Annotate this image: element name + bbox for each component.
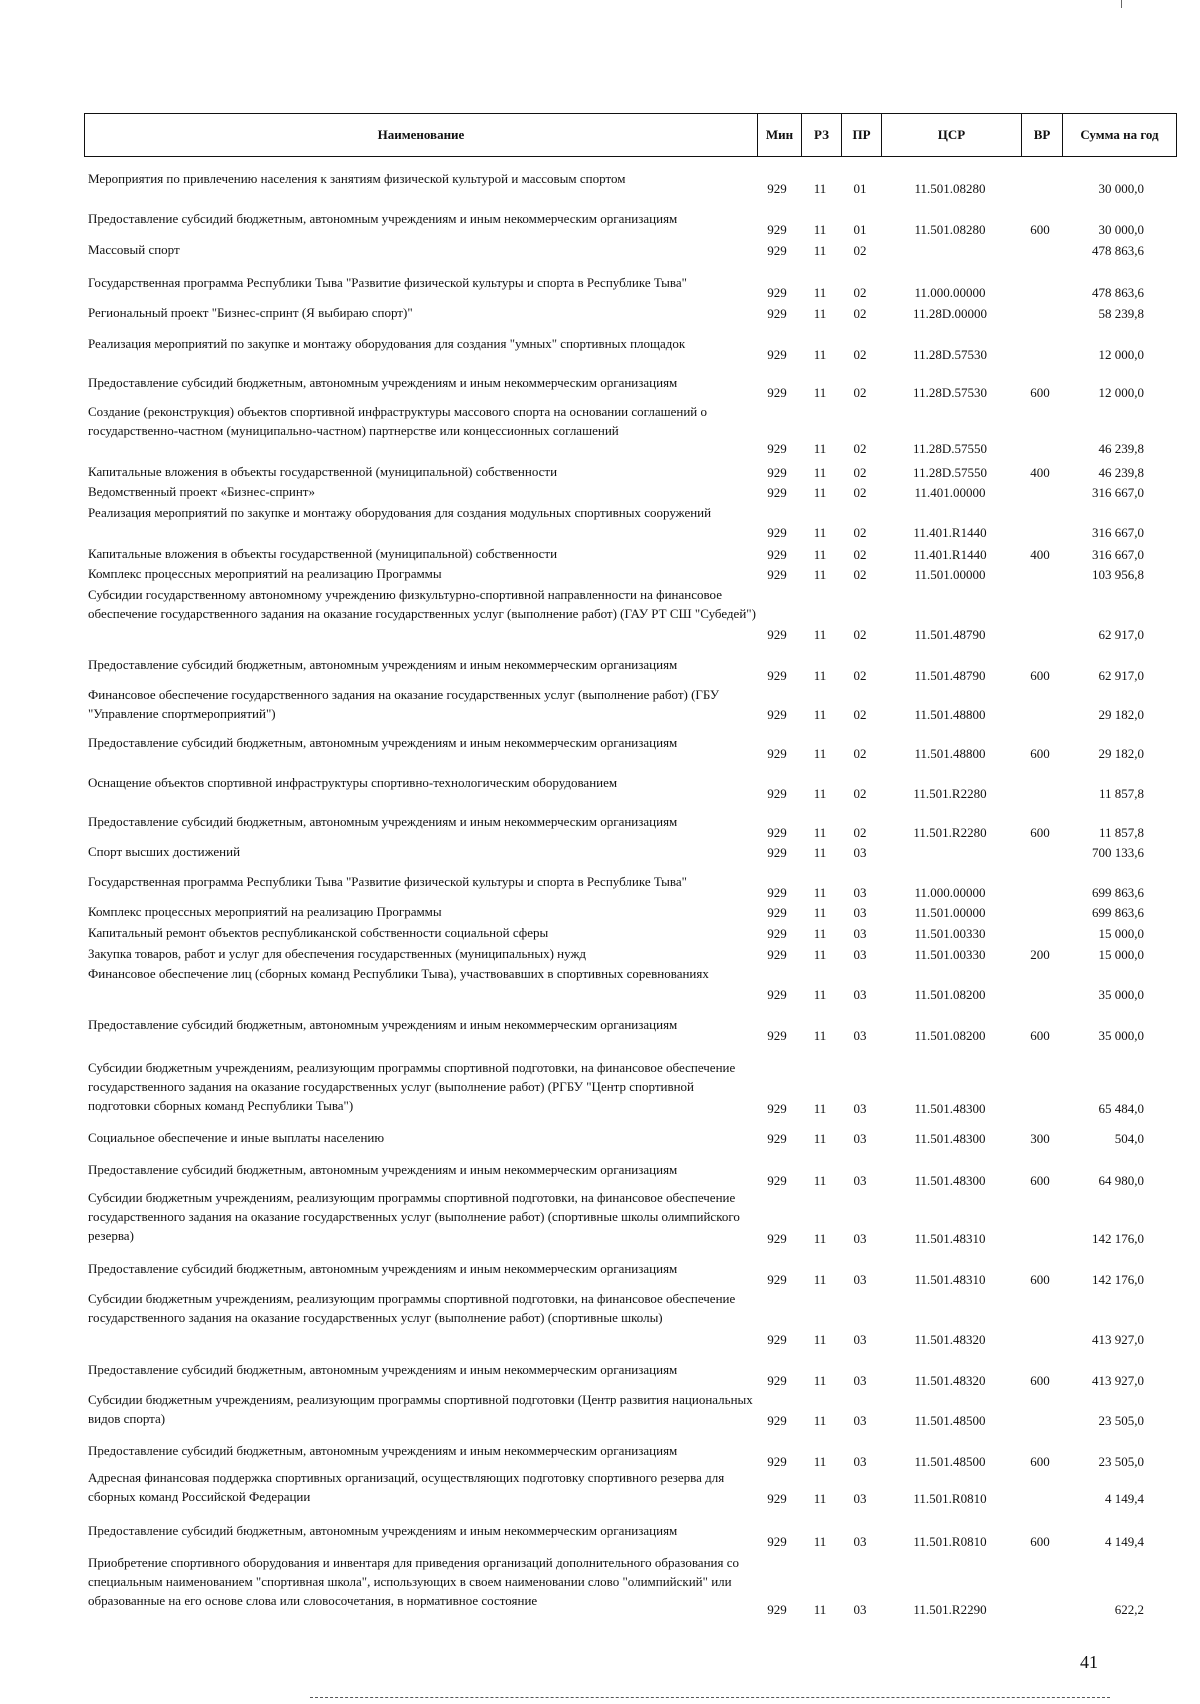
row-rz: 11 — [813, 547, 827, 562]
row-sum: 478 863,6 — [1092, 285, 1144, 300]
row-pr: 03 — [853, 1131, 867, 1146]
row-min: 929 — [767, 243, 787, 258]
row-min: 929 — [767, 485, 787, 500]
row-sum: 35 000,0 — [1098, 987, 1144, 1002]
row-sum: 622,2 — [1114, 1602, 1144, 1617]
column-header-sum: Сумма на год — [1063, 114, 1177, 157]
row-name: Мероприятия по привлечению населения к занятиям физической культурой и массовым спортом — [88, 171, 626, 186]
row-min: 929 — [767, 1173, 787, 1188]
row-name: Закупка товаров, работ и услуг для обеспечения государственных (муниципальных) нужд — [88, 946, 587, 961]
row-rz: 11 — [813, 1332, 827, 1347]
row-sum: 15 000,0 — [1098, 947, 1144, 962]
row-sum: 103 956,8 — [1092, 567, 1144, 582]
row-sum: 30 000,0 — [1098, 222, 1144, 237]
row-name: Капитальный ремонт объектов республиканской собственности социальной сферы — [88, 925, 549, 940]
row-sum: 504,0 — [1114, 1131, 1144, 1146]
row-pr: 02 — [853, 547, 867, 562]
row-csr: 11.000.00000 — [914, 885, 986, 900]
row-min: 929 — [767, 926, 787, 941]
column-header-rz: РЗ — [802, 114, 842, 157]
row-name: Предоставление субсидий бюджетным, автономным учреждениям и иным некоммерческим организациям — [88, 1362, 678, 1377]
row-min: 929 — [767, 285, 787, 300]
row-min: 929 — [767, 385, 787, 400]
row-name: Реализация мероприятий по закупке и монтажу оборудования для создания "умных" спортивных площадок — [88, 336, 686, 351]
row-vr: 600 — [1030, 222, 1050, 237]
row-min: 929 — [767, 1373, 787, 1388]
row-name: Предоставление субсидий бюджетным, автономным учреждениям и иным некоммерческим организациям — [88, 1162, 678, 1177]
row-rz: 11 — [813, 786, 827, 801]
row-rz: 11 — [813, 885, 827, 900]
row-rz: 11 — [813, 1028, 827, 1043]
row-vr: 600 — [1030, 746, 1050, 761]
row-csr: 11.28D.00000 — [913, 306, 987, 321]
row-csr: 11.401.R1440 — [913, 547, 987, 562]
row-name: Государственная программа Республики Тыва "Развитие физической культуры и спорта в Республике Тыва" — [88, 275, 687, 290]
row-sum: 4 149,4 — [1105, 1491, 1144, 1506]
row-sum: 30 000,0 — [1098, 181, 1144, 196]
footer-rule — [310, 1697, 1110, 1698]
row-rz: 11 — [813, 1101, 827, 1116]
column-header-min: Мин — [758, 114, 802, 157]
row-min: 929 — [767, 547, 787, 562]
row-rz: 11 — [813, 485, 827, 500]
row-min: 929 — [767, 306, 787, 321]
row-name: Предоставление субсидий бюджетным, автономным учреждениям и иным некоммерческим организациям — [88, 1017, 678, 1032]
row-rz: 11 — [813, 243, 827, 258]
row-rz: 11 — [813, 905, 827, 920]
row-pr: 03 — [853, 885, 867, 900]
row-csr: 11.501.R2280 — [913, 825, 987, 840]
row-rz: 11 — [813, 1602, 827, 1617]
row-rz: 11 — [813, 987, 827, 1002]
row-sum: 46 239,8 — [1098, 441, 1144, 456]
row-rz: 11 — [813, 1491, 827, 1506]
column-header-pr: ПР — [842, 114, 882, 157]
row-pr: 02 — [853, 385, 867, 400]
row-csr: 11.28D.57530 — [913, 385, 987, 400]
row-min: 929 — [767, 181, 787, 196]
row-rz: 11 — [813, 926, 827, 941]
row-name: Ведомственный проект «Бизнес-спринт» — [88, 484, 315, 499]
row-csr: 11.28D.57550 — [913, 441, 987, 456]
row-sum: 4 149,4 — [1105, 1534, 1144, 1549]
row-rz: 11 — [813, 1131, 827, 1146]
row-pr: 03 — [853, 947, 867, 962]
row-pr: 02 — [853, 243, 867, 258]
row-rz: 11 — [813, 385, 827, 400]
row-pr: 03 — [853, 1101, 867, 1116]
row-pr: 02 — [853, 485, 867, 500]
row-name: Приобретение спортивного оборудования и инвентаря для приведения организаций дополнительного образования со специальным наименованием "спортивная школа", использующих в своем наименовании слово "олимпийский" или образованные на его основе слова или словосочетания, в нормативное состояние — [88, 1555, 739, 1608]
row-pr: 03 — [853, 845, 867, 860]
row-name: Предоставление субсидий бюджетным, автономным учреждениям и иным некоммерческим организациям — [88, 211, 678, 226]
row-pr: 02 — [853, 825, 867, 840]
row-min: 929 — [767, 786, 787, 801]
row-min: 929 — [767, 885, 787, 900]
row-csr: 11.501.48800 — [914, 746, 986, 761]
row-name: Субсидии государственному автономному учреждению физкультурно-спортивной направленности на финансовое обеспечение государственного задания на оказание государственных услуг (выполнение работ) (ГАУ РТ СШ "Субедей") — [88, 587, 756, 621]
row-min: 929 — [767, 1272, 787, 1287]
row-sum: 699 863,6 — [1092, 905, 1144, 920]
row-sum: 700 133,6 — [1092, 845, 1144, 860]
row-name: Субсидии бюджетным учреждениям, реализующим программы спортивной подготовки, на финансовое обеспечение государственного задания на оказание государственных услуг (выполнение работ) (спортивные школы олимпийского резерва) — [88, 1190, 740, 1243]
row-min: 929 — [767, 707, 787, 722]
row-vr: 600 — [1030, 1173, 1050, 1188]
row-sum: 29 182,0 — [1098, 746, 1144, 761]
row-name: Финансовое обеспечение лиц (сборных команд Республики Тыва), участвовавших в спортивных соревнованиях — [88, 966, 709, 981]
row-sum: 142 176,0 — [1092, 1231, 1144, 1246]
row-csr: 11.501.48300 — [914, 1173, 986, 1188]
row-csr: 11.501.08200 — [914, 987, 986, 1002]
row-sum: 23 505,0 — [1098, 1413, 1144, 1428]
row-min: 929 — [767, 465, 787, 480]
row-csr: 11.501.48310 — [914, 1231, 986, 1246]
row-min: 929 — [767, 905, 787, 920]
row-vr: 600 — [1030, 668, 1050, 683]
row-csr: 11.401.00000 — [914, 485, 986, 500]
row-name: Региональный проект "Бизнес-спринт (Я выбираю спорт)" — [88, 305, 413, 320]
row-min: 929 — [767, 947, 787, 962]
row-sum: 23 505,0 — [1098, 1454, 1144, 1469]
row-csr: 11.501.08280 — [914, 222, 986, 237]
row-sum: 11 857,8 — [1098, 786, 1144, 801]
row-min: 929 — [767, 1101, 787, 1116]
row-name: Финансовое обеспечение государственного задания на оказание государственных услуг (выполнение работ) (ГБУ "Управление спортмероприятий") — [88, 687, 720, 721]
page-number: 41 — [1080, 1652, 1098, 1672]
row-pr: 03 — [853, 1602, 867, 1617]
row-vr: 200 — [1030, 947, 1050, 962]
row-vr: 600 — [1030, 1534, 1050, 1549]
row-min: 929 — [767, 746, 787, 761]
row-vr: 300 — [1030, 1131, 1050, 1146]
row-pr: 01 — [853, 222, 867, 237]
row-pr: 03 — [853, 1272, 867, 1287]
row-sum: 12 000,0 — [1098, 385, 1144, 400]
row-min: 929 — [767, 987, 787, 1002]
row-sum: 142 176,0 — [1092, 1272, 1144, 1287]
row-pr: 02 — [853, 441, 867, 456]
row-csr: 11.501.48790 — [914, 627, 986, 642]
row-rz: 11 — [813, 567, 827, 582]
row-sum: 62 917,0 — [1098, 668, 1144, 683]
budget-table-header — [84, 113, 1177, 157]
row-csr: 11.501.R0810 — [913, 1491, 987, 1506]
row-rz: 11 — [813, 1454, 827, 1469]
row-name: Предоставление субсидий бюджетным, автономным учреждениям и иным некоммерческим организациям — [88, 657, 678, 672]
row-name: Предоставление субсидий бюджетным, автономным учреждениям и иным некоммерческим организациям — [88, 814, 678, 829]
row-sum: 12 000,0 — [1098, 347, 1144, 362]
row-pr: 02 — [853, 707, 867, 722]
row-csr: 11.501.08200 — [914, 1028, 986, 1043]
row-pr: 02 — [853, 668, 867, 683]
row-min: 929 — [767, 1131, 787, 1146]
row-pr: 02 — [853, 746, 867, 761]
row-name: Предоставление субсидий бюджетным, автономным учреждениям и иным некоммерческим организациям — [88, 1443, 678, 1458]
row-min: 929 — [767, 1491, 787, 1506]
row-min: 929 — [767, 525, 787, 540]
row-vr: 600 — [1030, 1373, 1050, 1388]
row-name: Создание (реконструкция) объектов спортивной инфраструктуры массового спорта на основании соглашений о государственно-частном (муниципально-частном) партнерстве или концессионных соглашений — [88, 404, 707, 438]
row-rz: 11 — [813, 285, 827, 300]
row-name: Субсидии бюджетным учреждениям, реализующим программы спортивной подготовки, на финансовое обеспечение государственного задания на оказание государственных услуг (выполнение работ) (РГБУ "Центр спортивной подготовки сборных команд Республики Тыва") — [88, 1060, 736, 1113]
row-pr: 02 — [853, 786, 867, 801]
row-csr: 11.501.00000 — [914, 567, 986, 582]
row-pr: 03 — [853, 1373, 867, 1388]
row-pr: 03 — [853, 1413, 867, 1428]
row-min: 929 — [767, 441, 787, 456]
row-pr: 03 — [853, 926, 867, 941]
row-sum: 65 484,0 — [1098, 1101, 1144, 1116]
row-pr: 02 — [853, 567, 867, 582]
row-csr: 11.501.00330 — [914, 926, 986, 941]
row-pr: 03 — [853, 1231, 867, 1246]
row-sum: 64 980,0 — [1098, 1173, 1144, 1188]
row-min: 929 — [767, 222, 787, 237]
row-csr: 11.501.00000 — [914, 905, 986, 920]
row-min: 929 — [767, 1454, 787, 1469]
row-sum: 316 667,0 — [1092, 547, 1144, 562]
row-vr: 600 — [1030, 385, 1050, 400]
row-sum: 413 927,0 — [1092, 1332, 1144, 1347]
row-rz: 11 — [813, 1272, 827, 1287]
row-pr: 03 — [853, 1534, 867, 1549]
row-pr: 03 — [853, 1332, 867, 1347]
row-name: Адресная финансовая поддержка спортивных организаций, осуществляющих подготовку спортивного резерва для сборных команд Российской Федерации — [88, 1470, 725, 1504]
row-pr: 02 — [853, 306, 867, 321]
row-rz: 11 — [813, 222, 827, 237]
row-name: Социальное обеспечение и иные выплаты населению — [88, 1130, 385, 1145]
row-sum: 62 917,0 — [1098, 627, 1144, 642]
row-min: 929 — [767, 567, 787, 582]
row-vr: 600 — [1030, 1028, 1050, 1043]
row-csr: 11.501.48790 — [914, 668, 986, 683]
row-name: Массовый спорт — [88, 242, 180, 257]
row-csr: 11.501.R2290 — [913, 1602, 987, 1617]
row-csr: 11.501.48300 — [914, 1101, 986, 1116]
row-csr: 11.501.48310 — [914, 1272, 986, 1287]
row-vr: 400 — [1030, 465, 1050, 480]
row-name: Государственная программа Республики Тыва "Развитие физической культуры и спорта в Республике Тыва" — [88, 874, 687, 889]
row-sum: 699 863,6 — [1092, 885, 1144, 900]
row-rz: 11 — [813, 181, 827, 196]
row-vr: 600 — [1030, 825, 1050, 840]
row-min: 929 — [767, 1332, 787, 1347]
row-min: 929 — [767, 1028, 787, 1043]
row-rz: 11 — [813, 347, 827, 362]
row-min: 929 — [767, 1231, 787, 1246]
row-min: 929 — [767, 627, 787, 642]
row-name: Капитальные вложения в объекты государственной (муниципальной) собственности — [88, 464, 558, 479]
row-csr: 11.501.00330 — [914, 947, 986, 962]
row-rz: 11 — [813, 525, 827, 540]
row-rz: 11 — [813, 306, 827, 321]
row-rz: 11 — [813, 441, 827, 456]
row-sum: 15 000,0 — [1098, 926, 1144, 941]
row-rz: 11 — [813, 1231, 827, 1246]
row-rz: 11 — [813, 465, 827, 480]
row-min: 929 — [767, 347, 787, 362]
row-rz: 11 — [813, 668, 827, 683]
row-csr: 11.501.08280 — [914, 181, 986, 196]
row-sum: 413 927,0 — [1092, 1373, 1144, 1388]
row-name: Субсидии бюджетным учреждениям, реализующим программы спортивной подготовки (Центр развития национальных видов спорта) — [88, 1392, 753, 1426]
row-min: 929 — [767, 1413, 787, 1428]
row-name: Оснащение объектов спортивной инфраструктуры спортивно-технологическим оборудованием — [88, 775, 618, 790]
row-pr: 02 — [853, 285, 867, 300]
column-header-name: Наименование — [85, 114, 758, 157]
row-rz: 11 — [813, 845, 827, 860]
row-name: Комплекс процессных мероприятий на реализацию Программы — [88, 904, 442, 919]
row-sum: 35 000,0 — [1098, 1028, 1144, 1043]
row-min: 929 — [767, 1534, 787, 1549]
row-name: Предоставление субсидий бюджетным, автономным учреждениям и иным некоммерческим организациям — [88, 735, 678, 750]
row-pr: 03 — [853, 1491, 867, 1506]
row-name: Предоставление субсидий бюджетным, автономным учреждениям и иным некоммерческим организациям — [88, 1523, 678, 1538]
row-pr: 01 — [853, 181, 867, 196]
row-rz: 11 — [813, 1413, 827, 1428]
row-rz: 11 — [813, 947, 827, 962]
row-csr: 11.501.48500 — [914, 1454, 986, 1469]
column-header-vr: ВР — [1022, 114, 1063, 157]
row-csr: 11.501.48320 — [914, 1373, 986, 1388]
row-rz: 11 — [813, 1173, 827, 1188]
row-pr: 02 — [853, 525, 867, 540]
row-pr: 03 — [853, 987, 867, 1002]
row-sum: 58 239,8 — [1098, 306, 1144, 321]
row-csr: 11.501.48320 — [914, 1332, 986, 1347]
row-csr: 11.501.48500 — [914, 1413, 986, 1428]
row-sum: 316 667,0 — [1092, 485, 1144, 500]
row-name: Предоставление субсидий бюджетным, автономным учреждениям и иным некоммерческим организациям — [88, 1261, 678, 1276]
row-csr: 11.501.48300 — [914, 1131, 986, 1146]
row-min: 929 — [767, 825, 787, 840]
row-min: 929 — [767, 1602, 787, 1617]
scan-corner-mark — [1121, 0, 1122, 8]
row-csr: 11.501.R0810 — [913, 1534, 987, 1549]
row-csr: 11.28D.57550 — [913, 465, 987, 480]
row-sum: 46 239,8 — [1098, 465, 1144, 480]
row-pr: 02 — [853, 465, 867, 480]
row-sum: 29 182,0 — [1098, 707, 1144, 722]
row-rz: 11 — [813, 627, 827, 642]
row-rz: 11 — [813, 825, 827, 840]
row-sum: 478 863,6 — [1092, 243, 1144, 258]
row-csr: 11.501.R2280 — [913, 786, 987, 801]
row-rz: 11 — [813, 1373, 827, 1388]
row-sum: 316 667,0 — [1092, 525, 1144, 540]
row-name: Капитальные вложения в объекты государственной (муниципальной) собственности — [88, 546, 558, 561]
row-sum: 11 857,8 — [1098, 825, 1144, 840]
row-name: Субсидии бюджетным учреждениям, реализующим программы спортивной подготовки, на финансовое обеспечение государственного задания на оказание государственных услуг (выполнение работ) (спортивные школы) — [88, 1291, 736, 1325]
row-pr: 03 — [853, 1173, 867, 1188]
row-vr: 400 — [1030, 547, 1050, 562]
row-vr: 600 — [1030, 1454, 1050, 1469]
row-min: 929 — [767, 845, 787, 860]
row-name: Реализация мероприятий по закупке и монтажу оборудования для создания модульных спортивных сооружений — [88, 505, 712, 520]
row-name: Предоставление субсидий бюджетным, автономным учреждениям и иным некоммерческим организациям — [88, 375, 678, 390]
row-pr: 02 — [853, 627, 867, 642]
row-pr: 03 — [853, 1028, 867, 1043]
row-csr: 11.401.R1440 — [913, 525, 987, 540]
column-header-csr: ЦСР — [882, 114, 1022, 157]
row-csr: 11.000.00000 — [914, 285, 986, 300]
row-rz: 11 — [813, 746, 827, 761]
row-csr: 11.28D.57530 — [913, 347, 987, 362]
row-name: Спорт высших достижений — [88, 844, 241, 859]
row-pr: 03 — [853, 905, 867, 920]
row-rz: 11 — [813, 707, 827, 722]
row-min: 929 — [767, 668, 787, 683]
row-csr: 11.501.48800 — [914, 707, 986, 722]
row-name: Комплекс процессных мероприятий на реализацию Программы — [88, 566, 442, 581]
row-pr: 02 — [853, 347, 867, 362]
row-rz: 11 — [813, 1534, 827, 1549]
row-vr: 600 — [1030, 1272, 1050, 1287]
row-pr: 03 — [853, 1454, 867, 1469]
